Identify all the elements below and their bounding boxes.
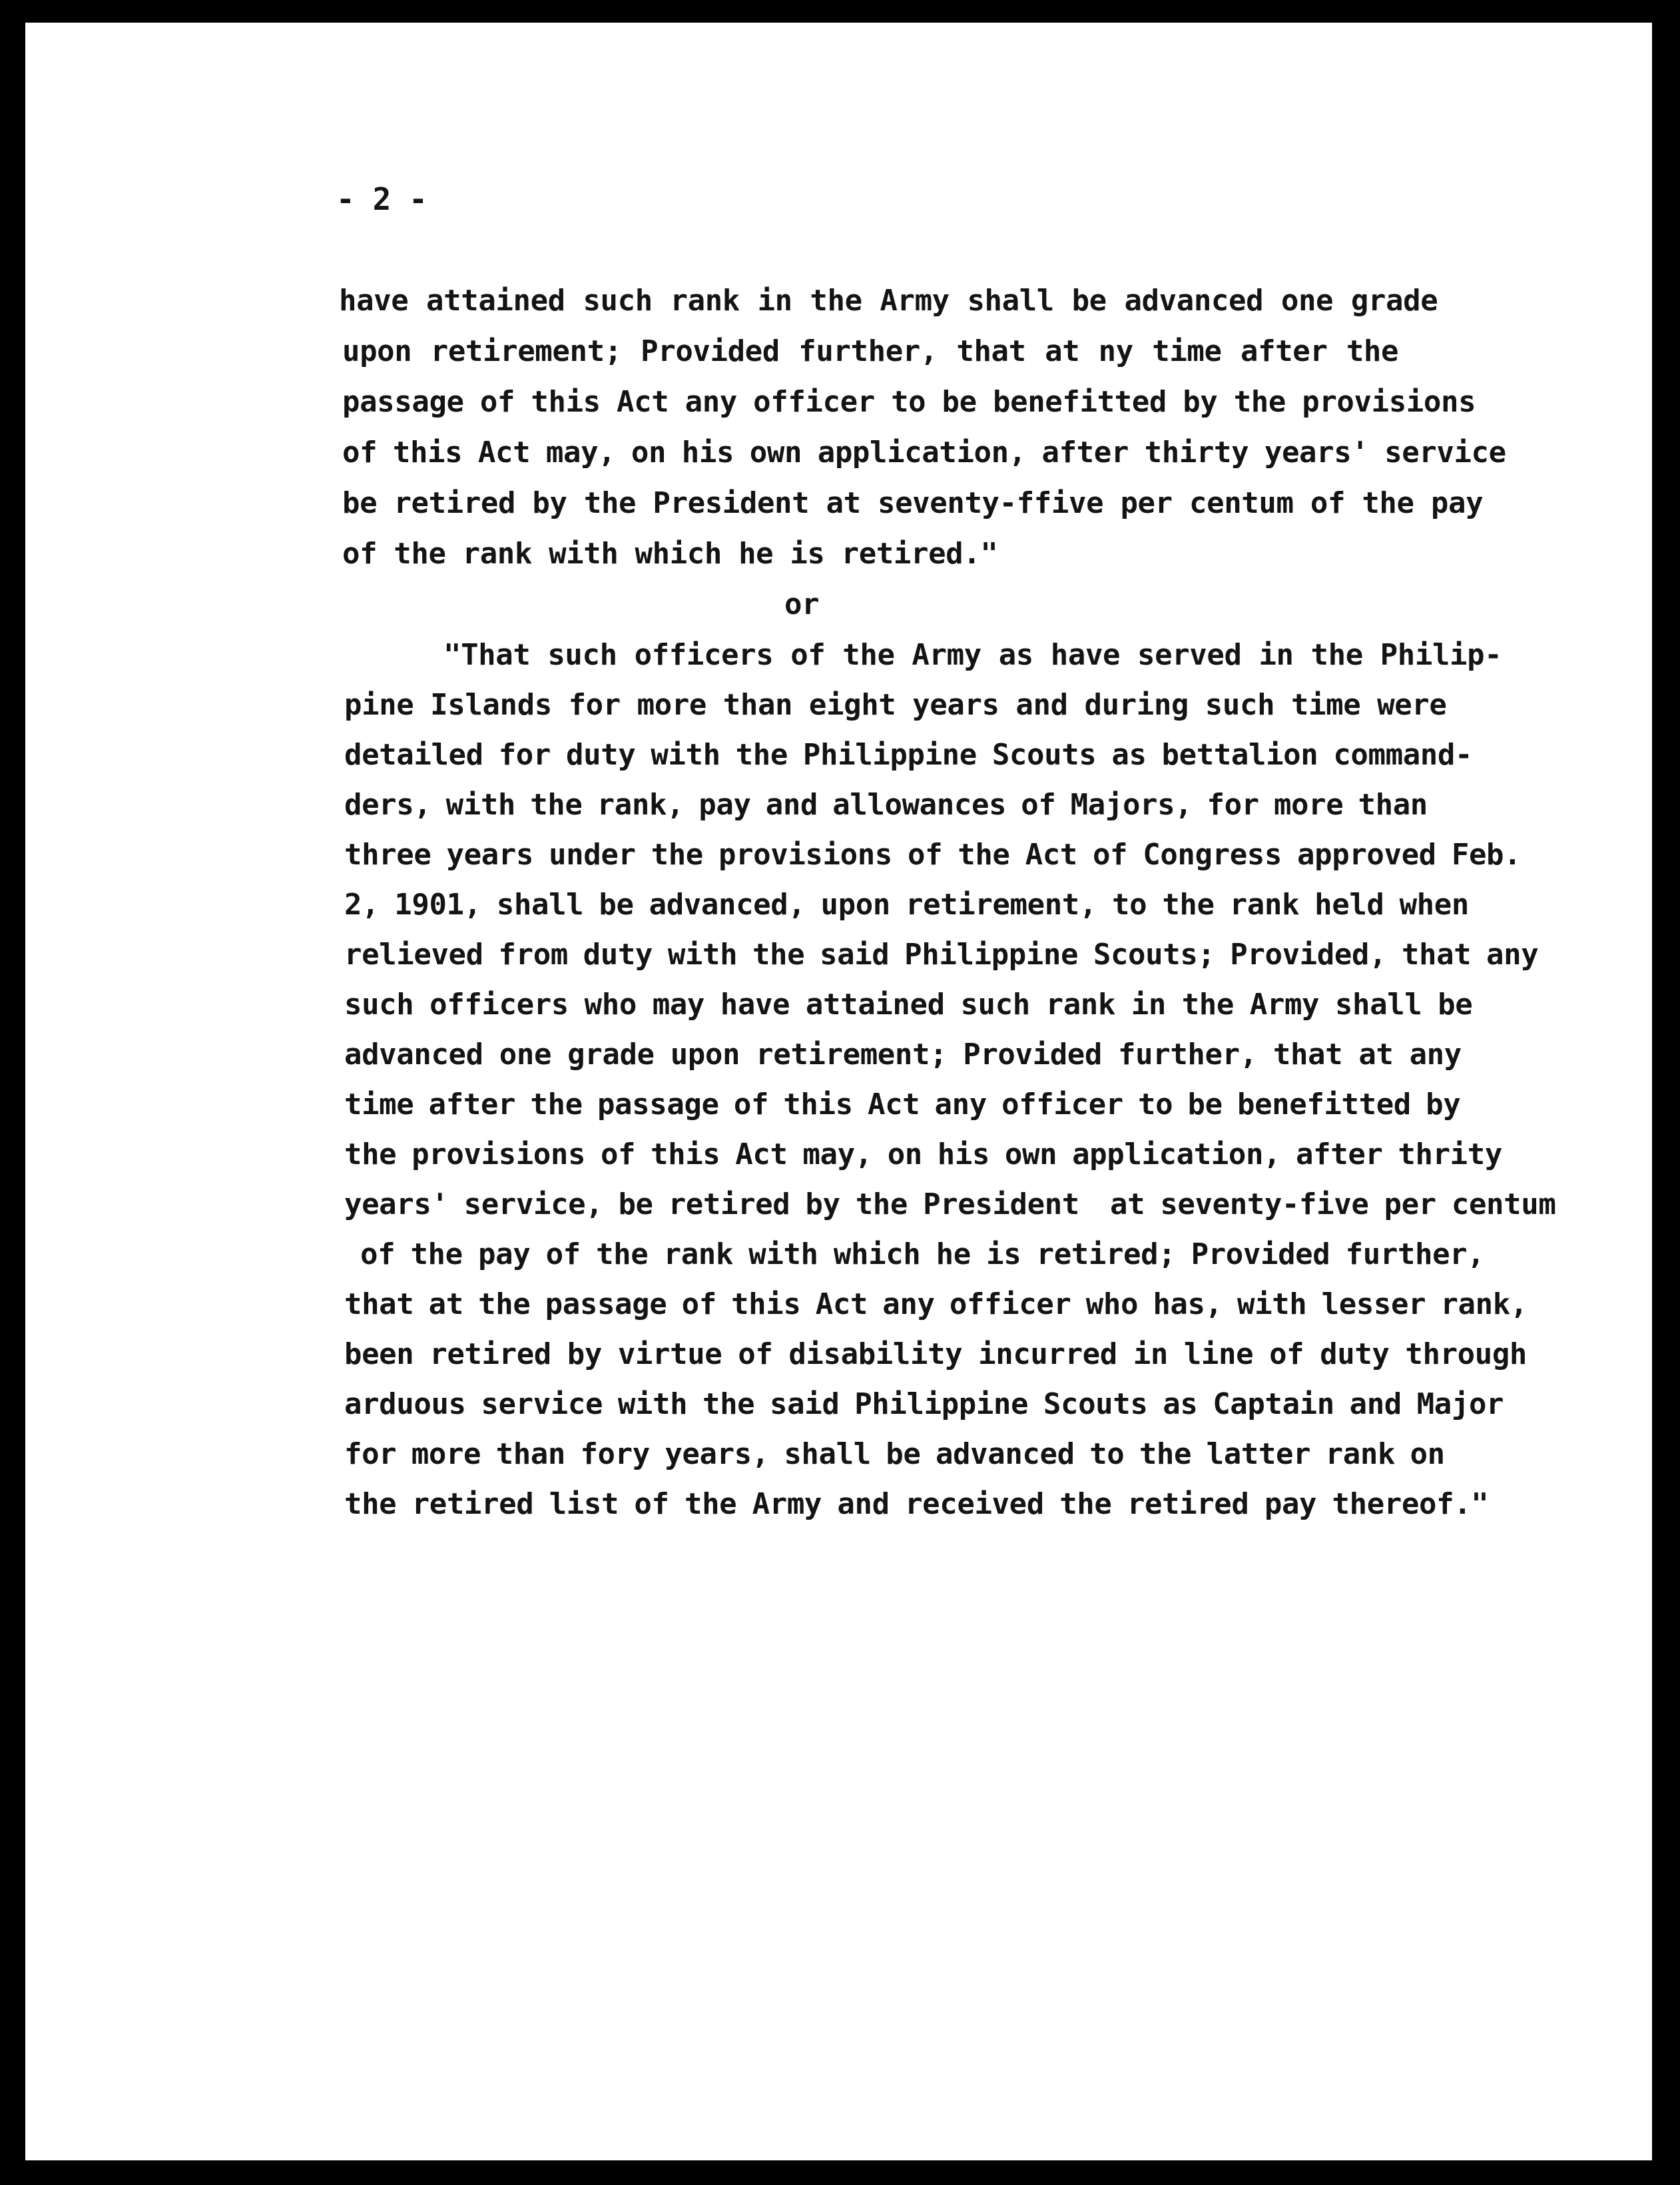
text-line: that at the passage of this Act any officer who has, with lesser rank,	[344, 1287, 1528, 1321]
or-separator: or	[784, 587, 820, 621]
text-line: "That such officers of the Army as have served in the Philip-	[443, 638, 1502, 672]
text-line: years' service, be retired by the President at seventy-five per centum	[344, 1187, 1556, 1221]
text-line: have attained such rank in the Army shall be advanced one grade	[339, 284, 1438, 318]
text-line: passage of this Act any officer to be benefitted by the provisions	[342, 385, 1476, 419]
text-line: advanced one grade upon retirement; Provided further, that at any	[344, 1038, 1462, 1072]
text-line: pine Islands for more than eight years and during such time were	[344, 688, 1447, 722]
text-line: three years under the provisions of the Act of Congress approved Feb.	[344, 838, 1522, 872]
text-line: the provisions of this Act may, on his own application, after thrity	[344, 1137, 1502, 1171]
text-line: the retired list of the Army and received the retired pay thereof."	[344, 1487, 1489, 1521]
text-line: upon retirement; Provided further, that at ny time after the	[342, 334, 1399, 368]
text-line: for more than fory years, shall be advanced to the latter rank on	[344, 1437, 1445, 1471]
text-line: time after the passage of this Act any officer to be benefitted by	[344, 1088, 1461, 1121]
text-line: such officers who may have attained such rank in the Army shall be	[344, 988, 1473, 1022]
text-line: 2, 1901, shall be advanced, upon retirement, to the rank held when	[344, 888, 1469, 922]
text-line: relieved from duty with the said Philippine Scouts; Provided, that any	[344, 938, 1539, 972]
page-number: - 2 -	[336, 181, 427, 217]
text-line: of the rank with which he is retired."	[342, 537, 998, 571]
text-line: been retired by virtue of disability incurred in line of duty through	[344, 1337, 1528, 1371]
text-line: of this Act may, on his own application, after thirty years' service	[342, 436, 1506, 469]
text-line: arduous service with the said Philippine Scouts as Captain and Major	[344, 1387, 1504, 1421]
text-line: be retired by the President at seventy-ffive per centum of the pay	[342, 486, 1484, 520]
document-page	[25, 23, 1652, 2160]
text-line: detailed for duty with the Philippine Scouts as bettalion command-	[344, 738, 1473, 772]
text-line: of the pay of the rank with which he is retired; Provided further,	[360, 1237, 1485, 1271]
text-line: ders, with the rank, pay and allowances of Majors, for more than	[344, 788, 1428, 822]
